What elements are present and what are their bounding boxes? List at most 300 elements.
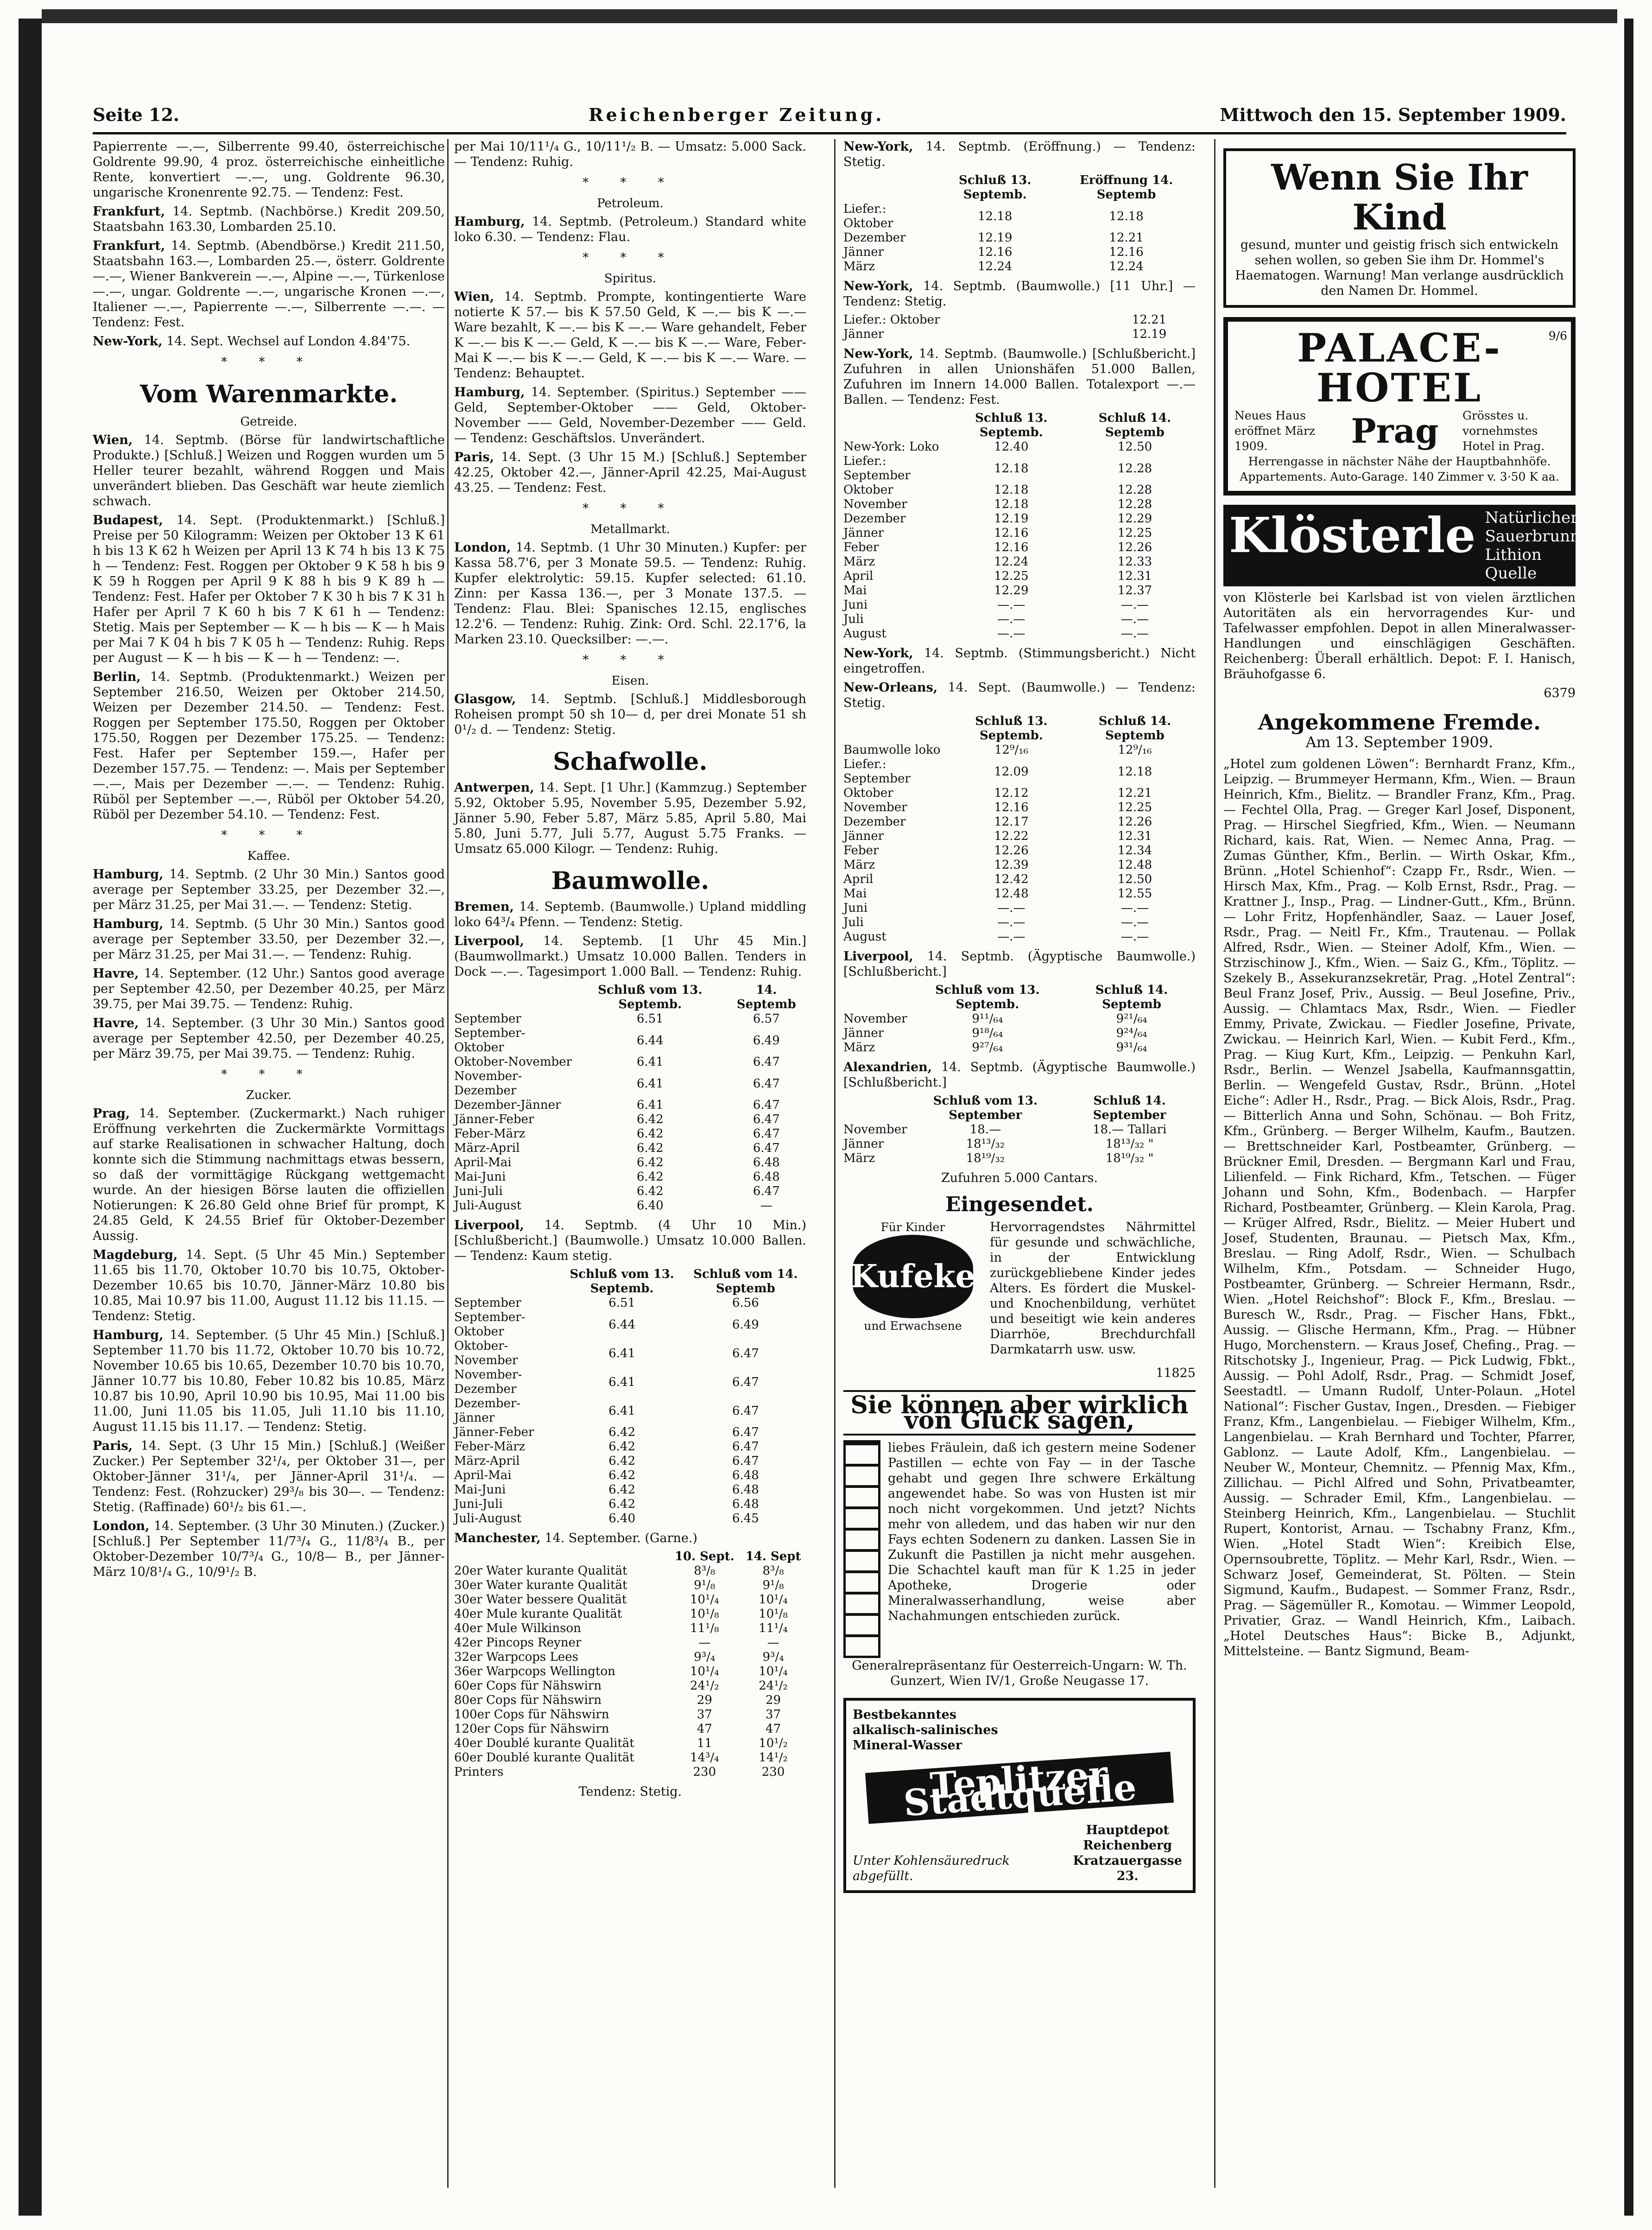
table-cell: 12.18 bbox=[994, 461, 1029, 476]
table-cell: 6.49 bbox=[753, 1033, 780, 1048]
table-row bbox=[843, 454, 1196, 483]
table-cell: 230 bbox=[693, 1765, 716, 1779]
table-header-cell: Eröffnung 14. Septemb bbox=[1079, 173, 1173, 202]
section-stars: * * * bbox=[221, 355, 316, 369]
table-row bbox=[843, 612, 1196, 627]
table-row bbox=[454, 1722, 806, 1736]
table-cell: Juli bbox=[843, 915, 864, 929]
article-paragraph: Tendenz: Stetig. bbox=[578, 1785, 682, 1799]
table-cell: Jänner bbox=[843, 327, 884, 341]
table-cell: 6.47 bbox=[732, 1404, 759, 1418]
article-paragraph bbox=[843, 646, 1196, 676]
table-cell: 24¹/₂ bbox=[690, 1679, 719, 1693]
table-header-cell: Schluß 14. September bbox=[1093, 1094, 1166, 1122]
article-text: 14. Septmb. (5 Uhr 30 Min.) Santos good average per September 33.50, per Dezember 32.—, per März 31.25, per Mai 31.—. — Tendenz: Ruhig. bbox=[93, 917, 445, 962]
table-row bbox=[454, 1296, 806, 1310]
article-paragraph bbox=[93, 1106, 445, 1244]
table-row bbox=[454, 1593, 806, 1607]
article-text: 14. Septmb. (Abendbörse.) Kredit 211.50, Staatsbahn 163.—, Lombarden 25.—, österr. Goldrente —.—, Wiener Bankverein —.—, Alpine —.—, Türkenlose —.—, ungar. Goldrente —.—, ungarische Kronen —.—, Italiener —.—, Papierrente —.—, Silberrente —.—. — Tendenz: Fest. bbox=[93, 239, 445, 330]
table-cell: 12.19 bbox=[994, 512, 1029, 526]
article-text: 14. Sept. (Baumwolle.) — Tendenz: Stetig. bbox=[843, 680, 1196, 710]
table-cell: 6.41 bbox=[636, 1076, 664, 1091]
kloesterle-banner bbox=[1223, 505, 1581, 586]
table-cell: 80er Cops für Nähswirn bbox=[454, 1693, 602, 1707]
table-cell: 60er Doublé kurante Qualität bbox=[454, 1751, 634, 1765]
table-cell: November bbox=[843, 1123, 907, 1137]
table-cell: März bbox=[843, 555, 875, 569]
table-header-cell: Schluß vom 13. Septemb. bbox=[598, 983, 703, 1011]
table-cell: 10¹/₄ bbox=[759, 1593, 788, 1607]
table-cell: 12.55 bbox=[1117, 887, 1152, 901]
table-cell: 12⁹/₁₆ bbox=[994, 743, 1028, 757]
table-row bbox=[454, 1170, 806, 1184]
table-cell: 12.28 bbox=[1117, 461, 1152, 476]
table-cell: 32er Warpcops Lees bbox=[454, 1650, 579, 1664]
table-cell: 12.24 bbox=[994, 555, 1029, 569]
subsection-title: Eisen. bbox=[611, 674, 649, 688]
table-row bbox=[454, 1468, 806, 1483]
table-cell: 6.42 bbox=[636, 1127, 664, 1141]
table-header-cell: Schluß 14. Septemb bbox=[1098, 714, 1171, 743]
table-row bbox=[454, 1310, 806, 1339]
table-cell: 6.42 bbox=[608, 1440, 636, 1454]
column-4 bbox=[1223, 139, 1581, 1663]
article-text: 14. September. (12 Uhr.) Santos good average per September 42.50, per Dezember 40.25, per März 39.75, per Mai 39.75. — Tendenz: Ruhig. bbox=[93, 966, 445, 1011]
table-cell: 8³/₈ bbox=[694, 1564, 715, 1578]
table-row bbox=[454, 1765, 806, 1779]
article-text: 14. Sept. [1 Uhr.] (Kammzug.) September 5.92, Oktober 5.95, November 5.95, Dezember 5.92, Jänner 5.90, Feber 5.87, März 5.85, April 5.80, Mai 5.80, Juni 5.77, Juli 5.77, August 5.75 Franks. — Umsatz 65.000 Kilogr. — Tendenz: Ruhig. bbox=[454, 781, 806, 856]
kufeke-logo-block bbox=[843, 1220, 982, 1361]
article-paragraph bbox=[93, 1016, 445, 1061]
table-row bbox=[843, 598, 1196, 612]
table-cell: 10¹/₄ bbox=[690, 1665, 719, 1678]
table-cell: 12.21 bbox=[1109, 231, 1144, 245]
table-row bbox=[454, 1497, 806, 1512]
table-cell: Liefer.: Oktober bbox=[843, 202, 893, 230]
article-text: 14. Septmb. (Nachbörse.) Kredit 209.50, Staatsbahn 163.30, Lombarden 25.10. bbox=[93, 204, 445, 234]
table-cell: —.— bbox=[1120, 930, 1149, 944]
table-cell: 6.47 bbox=[732, 1346, 759, 1360]
table-cell: 6.40 bbox=[608, 1512, 636, 1525]
table-row bbox=[843, 231, 1196, 245]
table-row bbox=[454, 1483, 806, 1497]
article-paragraph bbox=[843, 346, 1196, 407]
table-cell: 12.28 bbox=[1117, 483, 1152, 497]
table-cell: 230 bbox=[761, 1765, 785, 1779]
sodener-box-image bbox=[843, 1440, 880, 1658]
dateline-city: London, bbox=[93, 1519, 150, 1533]
section-stars: * * * bbox=[582, 251, 678, 265]
table-row bbox=[454, 1693, 806, 1708]
table-header-cell: 14. Sept bbox=[745, 1550, 801, 1563]
table-cell: 6.42 bbox=[636, 1156, 664, 1169]
article-paragraph bbox=[93, 1328, 445, 1435]
table-cell: 6.49 bbox=[732, 1317, 759, 1332]
table-header-cell bbox=[454, 983, 574, 1012]
article-paragraph bbox=[454, 692, 806, 737]
section-stars: * * * bbox=[582, 502, 678, 515]
table-cell: 6.42 bbox=[608, 1497, 636, 1511]
section-stars: * * * bbox=[582, 176, 678, 190]
table-row bbox=[843, 815, 1196, 829]
table-cell: 9²¹/₆₄ bbox=[1116, 1012, 1147, 1026]
article-paragraph bbox=[843, 139, 1196, 170]
table-cell: 6.42 bbox=[608, 1483, 636, 1497]
table-row bbox=[454, 1141, 806, 1156]
palace-hotel-city: Prag bbox=[1351, 411, 1439, 451]
dateline-city: Glasgow, bbox=[454, 692, 516, 706]
dateline-city: Liverpool, bbox=[454, 1218, 524, 1233]
dateline-city: Budapest, bbox=[93, 513, 163, 527]
table-cell: 6.47 bbox=[753, 1141, 780, 1155]
dateline-city: Wien, bbox=[93, 433, 133, 447]
kufeke-logo: Kufeke bbox=[853, 1235, 973, 1318]
table-cell: 6.47 bbox=[753, 1127, 780, 1141]
table-row bbox=[843, 497, 1196, 512]
subsection-title: Zucker. bbox=[246, 1088, 292, 1102]
dateline-city: New-York, bbox=[843, 347, 913, 361]
article-paragraph bbox=[843, 279, 1196, 309]
article-text: 14. Septmb. (1 Uhr 30 Minuten.) Kupfer: per Kassa 58.7'6, per 3 Monate 59.5. — Tendenz: Ruhig. Kupfer elektrolytic: 59.15. Kupfer selected: 61.10. Zinn: per Kassa 136.—, per 3 Monate 137.5. — Tendenz: Flau. Blei: Spanisches 12.15, englisches 12.2'6. — Tendenz: Ruhig. Zink: Ord. Schl. 22.17'6, la Marken 23.10. Quecksilber: —.—. bbox=[454, 540, 806, 647]
table-cell: 12.40 bbox=[994, 440, 1029, 454]
table-header-cell: Schluß vom 13. Septemb. bbox=[935, 983, 1040, 1011]
article-text: 14. Septmb. (Baumwolle.) [11 Uhr.] — Tendenz: Stetig. bbox=[843, 279, 1196, 309]
table-cell: März bbox=[843, 858, 875, 872]
table-cell: Juli-August bbox=[454, 1512, 522, 1525]
table-row bbox=[843, 202, 1196, 231]
table-cell: 12.09 bbox=[994, 764, 1029, 779]
table-row bbox=[843, 1041, 1196, 1055]
table-cell: 6.45 bbox=[732, 1512, 759, 1525]
hommel-ad bbox=[1223, 148, 1576, 308]
table-cell: Mai-Juni bbox=[454, 1170, 506, 1184]
article-text: 14. September. (3 Uhr 30 Min.) Santos good average per September 42.50, per Dezember 40.25, per März 39.75, per Mai 39.75. — Tendenz: Ruhig. bbox=[93, 1016, 445, 1061]
teplitzer-depot: Hauptdepot Reichenberg Kratzauergasse 23. bbox=[1073, 1823, 1182, 1883]
table-header-cell: Schluß 14. Septemb bbox=[1095, 983, 1168, 1011]
table-cell: 42er Pincops Reyner bbox=[454, 1636, 582, 1650]
arrivals-title: Angekommene Fremde. bbox=[1258, 710, 1541, 735]
table-cell: April bbox=[843, 872, 873, 886]
table-header-row bbox=[843, 173, 1196, 202]
table-cell: 24¹/₂ bbox=[759, 1679, 788, 1693]
table-cell: 9³¹/₆₄ bbox=[1116, 1041, 1147, 1055]
article-paragraph bbox=[843, 949, 1196, 979]
table-header-cell: Schluß vom 14. Septemb bbox=[693, 1267, 798, 1296]
table-cell: — bbox=[767, 1636, 779, 1650]
table-cell: September-Oktober bbox=[454, 1310, 525, 1339]
table-cell: —.— bbox=[997, 930, 1025, 944]
article-paragraph bbox=[93, 432, 445, 509]
table-cell: 12.16 bbox=[978, 245, 1013, 259]
table-cell: 12.16 bbox=[1109, 245, 1144, 259]
price-table bbox=[843, 714, 1196, 944]
table-cell: —.— bbox=[1120, 627, 1149, 641]
dateline-city: Berlin, bbox=[93, 670, 141, 684]
table-cell: 11¹/₄ bbox=[759, 1621, 788, 1635]
table-cell: 6.48 bbox=[732, 1497, 759, 1511]
article-paragraph bbox=[454, 1218, 806, 1264]
table-cell: Feber bbox=[843, 844, 879, 858]
kufeke-text: Hervorragendstes Nährmittel für gesunde und schwächliche, in der Entwicklung zurückgebliebene Kinder jedes Alters. Es fördert die Muskel- und Knochenbildung, verhütet und beseitigt wie kein anderes Diarrhöe, Brechdurchfall Darmkatarrh usw. usw. bbox=[990, 1220, 1196, 1357]
table-cell: 12.50 bbox=[1117, 440, 1152, 454]
table-row bbox=[843, 569, 1196, 584]
article-paragraph bbox=[454, 450, 806, 496]
table-cell: 12.26 bbox=[1117, 815, 1152, 829]
column-divider bbox=[834, 139, 835, 2188]
table-cell: 6.47 bbox=[732, 1454, 759, 1468]
palace-hotel-ad bbox=[1223, 317, 1576, 496]
dateline-city: Magdeburg, bbox=[93, 1248, 178, 1262]
table-row bbox=[454, 1607, 806, 1621]
table-cell: August bbox=[843, 627, 886, 641]
article-text: 14. Septmb. (Stimmungsbericht.) Nicht eingetroffen. bbox=[843, 646, 1196, 676]
table-cell: 6.42 bbox=[608, 1468, 636, 1482]
dateline-city: Alexandrien, bbox=[843, 1060, 932, 1074]
sodener-ad bbox=[843, 1440, 1196, 1658]
palace-hotel-footer: Herrengasse in nächster Nähe der Hauptbahnhöfe. Appartements. Auto-Garage. 140 Zimmer v. 3·50 K aa. bbox=[1240, 455, 1559, 483]
table-row bbox=[454, 1440, 806, 1454]
table-cell: 12.39 bbox=[994, 858, 1029, 872]
table-cell: 12.19 bbox=[978, 231, 1013, 245]
table-row bbox=[454, 1564, 806, 1578]
table-cell: 12.17 bbox=[994, 815, 1029, 829]
teplitzer-footer bbox=[853, 1823, 1186, 1884]
table-header-row bbox=[454, 983, 806, 1012]
teplitzer-logo: Teplitzer Stadtquelle bbox=[865, 1752, 1174, 1824]
table-cell: 6.40 bbox=[636, 1199, 664, 1213]
table-row bbox=[843, 440, 1196, 454]
sodener-ad-title: Sie können aber wirklich von Glück sagen, bbox=[843, 1390, 1196, 1436]
table-cell: Juni-Juli bbox=[454, 1184, 503, 1198]
table-cell: 12.34 bbox=[1117, 844, 1152, 858]
table-row bbox=[843, 1026, 1196, 1041]
article-paragraph bbox=[93, 513, 445, 666]
table-cell: 6.41 bbox=[608, 1375, 636, 1389]
table-cell: Mai-Juni bbox=[454, 1483, 506, 1497]
table-row bbox=[454, 1055, 806, 1069]
dateline-city: Paris, bbox=[454, 450, 494, 464]
article-paragraph bbox=[93, 916, 445, 962]
table-cell: New-York: Loko bbox=[843, 440, 939, 454]
table-header-cell: Schluß 13. Septemb. bbox=[975, 411, 1048, 439]
table-cell: Dezember bbox=[843, 815, 906, 829]
subsection-title: Kaffee. bbox=[247, 849, 291, 863]
table-cell: 11¹/₈ bbox=[690, 1621, 719, 1635]
section-title: Baumwolle. bbox=[551, 867, 709, 895]
table-cell: 12.16 bbox=[994, 540, 1029, 554]
table-header-cell bbox=[843, 173, 933, 202]
column-2 bbox=[454, 139, 806, 1803]
kufeke-ad bbox=[843, 1220, 1196, 1361]
table-cell: 10¹/₂ bbox=[759, 1736, 788, 1750]
table-cell: 12.48 bbox=[994, 887, 1029, 901]
table-cell: Oktober-November bbox=[454, 1055, 572, 1069]
table-cell: 18¹⁹/₃₂ " bbox=[1105, 1151, 1154, 1165]
table-cell: 12.29 bbox=[994, 584, 1029, 597]
table-row bbox=[454, 1736, 806, 1751]
table-row bbox=[843, 313, 1196, 327]
table-cell: Liefer.: Oktober bbox=[843, 313, 940, 327]
table-cell: Dezember bbox=[843, 231, 906, 245]
table-cell: November bbox=[843, 1012, 907, 1026]
table-cell: 12.18 bbox=[978, 209, 1013, 223]
table-cell: 120er Cops für Nähswirn bbox=[454, 1722, 609, 1736]
article-text: 14. Septmb. Prompte, kontingentierte Ware notierte K 57.— bis K 57.50 Geld, K —.— bis K —.— Ware bezahlt, K —.— bis K —.— Ware gehandelt, Feber K —.— bis K —.— Geld, K —.— bis K —.— Ware, Feber-Mai K —.— bis K —.— Geld, K —.— bis K —.— Ware. — Tendenz: Behauptet. bbox=[454, 290, 807, 381]
section-stars: * * * bbox=[582, 653, 678, 667]
article-text: 14. Septmb. (4 Uhr 10 Min.) [Schlußbericht.] (Baumwolle.) Umsatz 10.000 Ballen. — Tendenz: Kaum stetig. bbox=[454, 1218, 806, 1263]
dateline-city: Hamburg, bbox=[93, 1328, 164, 1342]
table-header-cell: 10. Sept. bbox=[674, 1550, 734, 1563]
article-text: 14. Sept. Wechsel auf London 4.84'75. bbox=[166, 334, 411, 349]
table-cell: 12.29 bbox=[1117, 512, 1152, 526]
table-cell: 30er Water bessere Qualität bbox=[454, 1593, 627, 1607]
palace-hotel-side: 9/6 bbox=[1548, 329, 1567, 343]
sodener-ad-footer: Generalrepräsentanz für Oesterreich-Ungarn: W. Th. Gunzert, Wien IV/1, Große Neugasse 17. bbox=[852, 1658, 1187, 1688]
table-cell: 6.42 bbox=[608, 1454, 636, 1468]
dateline-city: Wien, bbox=[454, 290, 494, 304]
table-cell: 6.57 bbox=[753, 1012, 780, 1026]
table-cell: Liefer.: September bbox=[843, 454, 911, 483]
table-row bbox=[454, 1069, 806, 1098]
table-cell: 9³/₄ bbox=[762, 1650, 784, 1664]
table-cell: Jänner bbox=[843, 526, 884, 540]
kloesterle-ad bbox=[1223, 505, 1581, 701]
teplitzer-sub: Unter Kohlensäuredruck abgefüllt. bbox=[853, 1854, 1010, 1883]
table-row bbox=[454, 1339, 806, 1368]
table-cell: Jänner bbox=[843, 1137, 884, 1151]
table-cell: 12.26 bbox=[994, 844, 1029, 858]
table-cell: 10¹/₄ bbox=[690, 1593, 719, 1607]
dateline-city: Bremen, bbox=[454, 900, 514, 914]
table-header-cell bbox=[454, 1550, 669, 1564]
table-cell: Mai bbox=[843, 584, 867, 597]
table-cell: 12.24 bbox=[978, 260, 1013, 273]
table-cell: — bbox=[760, 1199, 772, 1213]
table-row bbox=[843, 483, 1196, 497]
table-cell: 40er Doublé kurante Qualität bbox=[454, 1736, 634, 1750]
section-stars: * * * bbox=[221, 828, 316, 842]
table-row bbox=[843, 627, 1196, 641]
article-paragraph: Papierrente —.—, Silberrente 99.40, österreichische Goldrente 99.90, 4 proz. österreichische einheitliche Rente, konvertiert —.—, ung. Goldrente 96.30, ungarische Kronenrente 92.75. — Tendenz: Fest. bbox=[93, 140, 445, 200]
price-table bbox=[454, 1550, 806, 1779]
article-text: 14. September. (Spiritus.) September —— Geld, September-Oktober —— Geld, Oktober-November —— Geld, November-Dezember —— Geld. — Tendenz: Geschäftslos. Unverändert. bbox=[454, 385, 806, 445]
table-cell: September-Oktober bbox=[454, 1026, 525, 1055]
dateline-city: Hamburg, bbox=[93, 867, 164, 882]
table-cell: Juni bbox=[843, 901, 868, 915]
article-text: 14. Septmb. (Produktenmarkt.) Weizen per September 216.50, Weizen per Oktober 214.50, Weizen per Dezember 214.50. — Tendenz: Fest. Roggen per September 175.50, Roggen per Oktober 175.50, Roggen per Dezember 175.25. — Tendenz: Fest. Hafer per September 159.—, Hafer per Dezember 157.75. — Tendenz: —. Mais per September —.—, Mais per Dezember —.—. — Tendenz: Ruhig. Rüböl per September —.—, Rüböl per Oktober 54.20, Rüböl per Dezember 54.10. — Tendenz: Fest. bbox=[93, 670, 445, 822]
table-cell: 12.12 bbox=[994, 786, 1029, 800]
dateline-city: Havre, bbox=[93, 1016, 139, 1030]
table-header-cell bbox=[843, 983, 907, 1012]
table-cell: 6.41 bbox=[608, 1404, 636, 1418]
article-paragraph bbox=[93, 238, 445, 330]
table-row bbox=[454, 1454, 806, 1468]
table-row bbox=[454, 1578, 806, 1593]
table-cell: 100er Cops für Nähswirn bbox=[454, 1708, 609, 1722]
table-cell: Feber bbox=[843, 540, 879, 554]
article-paragraph bbox=[93, 669, 445, 822]
table-cell: 6.47 bbox=[753, 1098, 780, 1112]
table-cell: Jänner-Feber bbox=[454, 1425, 534, 1439]
teplitzer-ad bbox=[843, 1698, 1196, 1893]
table-row bbox=[454, 1368, 806, 1397]
table-cell: Jänner-Feber bbox=[454, 1112, 534, 1126]
table-cell: 47 bbox=[696, 1722, 712, 1736]
scan-border-left bbox=[19, 19, 42, 2216]
table-row bbox=[454, 1098, 806, 1112]
table-cell: April-Mai bbox=[454, 1468, 512, 1482]
table-row bbox=[843, 1137, 1196, 1151]
table-row bbox=[843, 743, 1196, 757]
table-header-row bbox=[843, 983, 1196, 1012]
table-cell: Mai bbox=[843, 887, 867, 901]
table-cell: November bbox=[843, 497, 907, 511]
table-row bbox=[454, 1665, 806, 1679]
teplitzer-top-text: Bestbekanntes alkalisch-salinisches Mineral-Wasser bbox=[853, 1708, 998, 1753]
table-cell: 9¹/₈ bbox=[762, 1578, 784, 1592]
article-paragraph: Zufuhren 5.000 Cantars. bbox=[941, 1171, 1098, 1185]
article-text: 14. September. (Zuckermarkt.) Nach ruhiger Eröffnung verkehrten die Zuckermärkte Vormittags auf starke Realisationen in schwacher Haltung, doch konnte sich die Stimmung nachmittags etwas bessern, so daß der vormittägige Rückgang wettgemacht wurde. An der hiesigen Börse lauten die offiziellen Notierungen: K 26.80 Geld ohne Brief für prompt, K 24.85 Geld, K 24.55 Brief für Oktober-Dezember Aussig. bbox=[93, 1106, 445, 1243]
table-row bbox=[454, 1026, 806, 1055]
kufeke-under-label: und Erwachsene bbox=[864, 1319, 962, 1333]
table-cell: 10¹/₈ bbox=[690, 1607, 719, 1621]
article-paragraph bbox=[454, 214, 806, 245]
table-row bbox=[843, 858, 1196, 872]
table-header-row bbox=[843, 1094, 1196, 1123]
article-paragraph bbox=[93, 1247, 445, 1324]
table-row bbox=[843, 327, 1196, 342]
table-cell: —.— bbox=[997, 598, 1025, 612]
table-row bbox=[843, 844, 1196, 858]
table-row bbox=[843, 901, 1196, 915]
article-text: 14. Septmb. (Ägyptische Baumwolle.) [Schlußbericht.] bbox=[843, 949, 1196, 979]
table-cell: 6.48 bbox=[753, 1170, 780, 1184]
subsection-title: Petroleum. bbox=[597, 197, 664, 210]
palace-hotel-title: PALACE-HOTEL bbox=[1297, 325, 1502, 411]
dateline-city: London, bbox=[454, 540, 511, 555]
table-cell: 6.47 bbox=[753, 1112, 780, 1126]
table-cell: März bbox=[843, 1151, 875, 1165]
table-cell: 9²⁷/₆₄ bbox=[972, 1041, 1003, 1055]
hommel-ad-text: gesund, munter und geistig frisch sich entwickeln sehen wollen, so geben Sie ihm Dr. Hommel's Haematogen. Warnung! Man verlange ausdrücklich den Namen Dr. Hommel. bbox=[1235, 238, 1564, 298]
subsection-title: Getreide. bbox=[240, 415, 297, 429]
column-1 bbox=[93, 139, 445, 1583]
table-cell: 12.16 bbox=[994, 801, 1029, 814]
table-row bbox=[843, 526, 1196, 540]
section-title: Eingesendet. bbox=[945, 1193, 1094, 1216]
table-header-cell bbox=[843, 1094, 907, 1123]
table-cell: —.— bbox=[1120, 612, 1149, 626]
table-header-cell: Schluß 13. Septemb. bbox=[975, 714, 1048, 743]
dateline-city: Prag, bbox=[93, 1106, 130, 1121]
table-cell: 30er Water kurante Qualität bbox=[454, 1578, 627, 1592]
table-cell: 6.48 bbox=[732, 1468, 759, 1482]
table-cell: 12.31 bbox=[1117, 569, 1152, 583]
article-text: 14. Sept. (Produktenmarkt.) [Schluß.] Preise per 50 Kilogramm: Weizen per Oktober 13 K 61 h bis 13 K 62 h Weizen per April 13 K 74 h bis 13 K 75 h — Tendenz: Fest. Roggen per Oktober 9 K 58 h bis 9 K 59 h Roggen per April 9 K 88 h bis 9 K 89 h — Tendenz: Fest. Hafer per Oktober 7 K 30 h bis 7 K 31 h Hafer per April 7 K 60 h bis 7 K 61 h — Tendenz: Stetig. Mais per September — K — h bis — K — h Mais per Mai 7 K 04 h bis 7 K 05 h — Tendenz: Ruhig. Reps per August — K — h bis — K — h — Tendenz: —. bbox=[93, 513, 445, 665]
palace-hotel-left: Neues Haus eröffnet März 1909. bbox=[1234, 409, 1316, 453]
table-cell: Oktober bbox=[843, 786, 893, 800]
table-row bbox=[843, 1151, 1196, 1166]
article-paragraph bbox=[454, 540, 806, 647]
dateline-city: Liverpool, bbox=[843, 949, 913, 964]
dateline-city: Antwerpen, bbox=[454, 781, 534, 795]
table-cell: 6.41 bbox=[608, 1346, 636, 1360]
article-paragraph bbox=[454, 1531, 806, 1546]
table-cell: März bbox=[843, 260, 875, 273]
scan-border-right bbox=[1624, 19, 1633, 2216]
table-row bbox=[843, 801, 1196, 815]
table-row bbox=[843, 829, 1196, 844]
